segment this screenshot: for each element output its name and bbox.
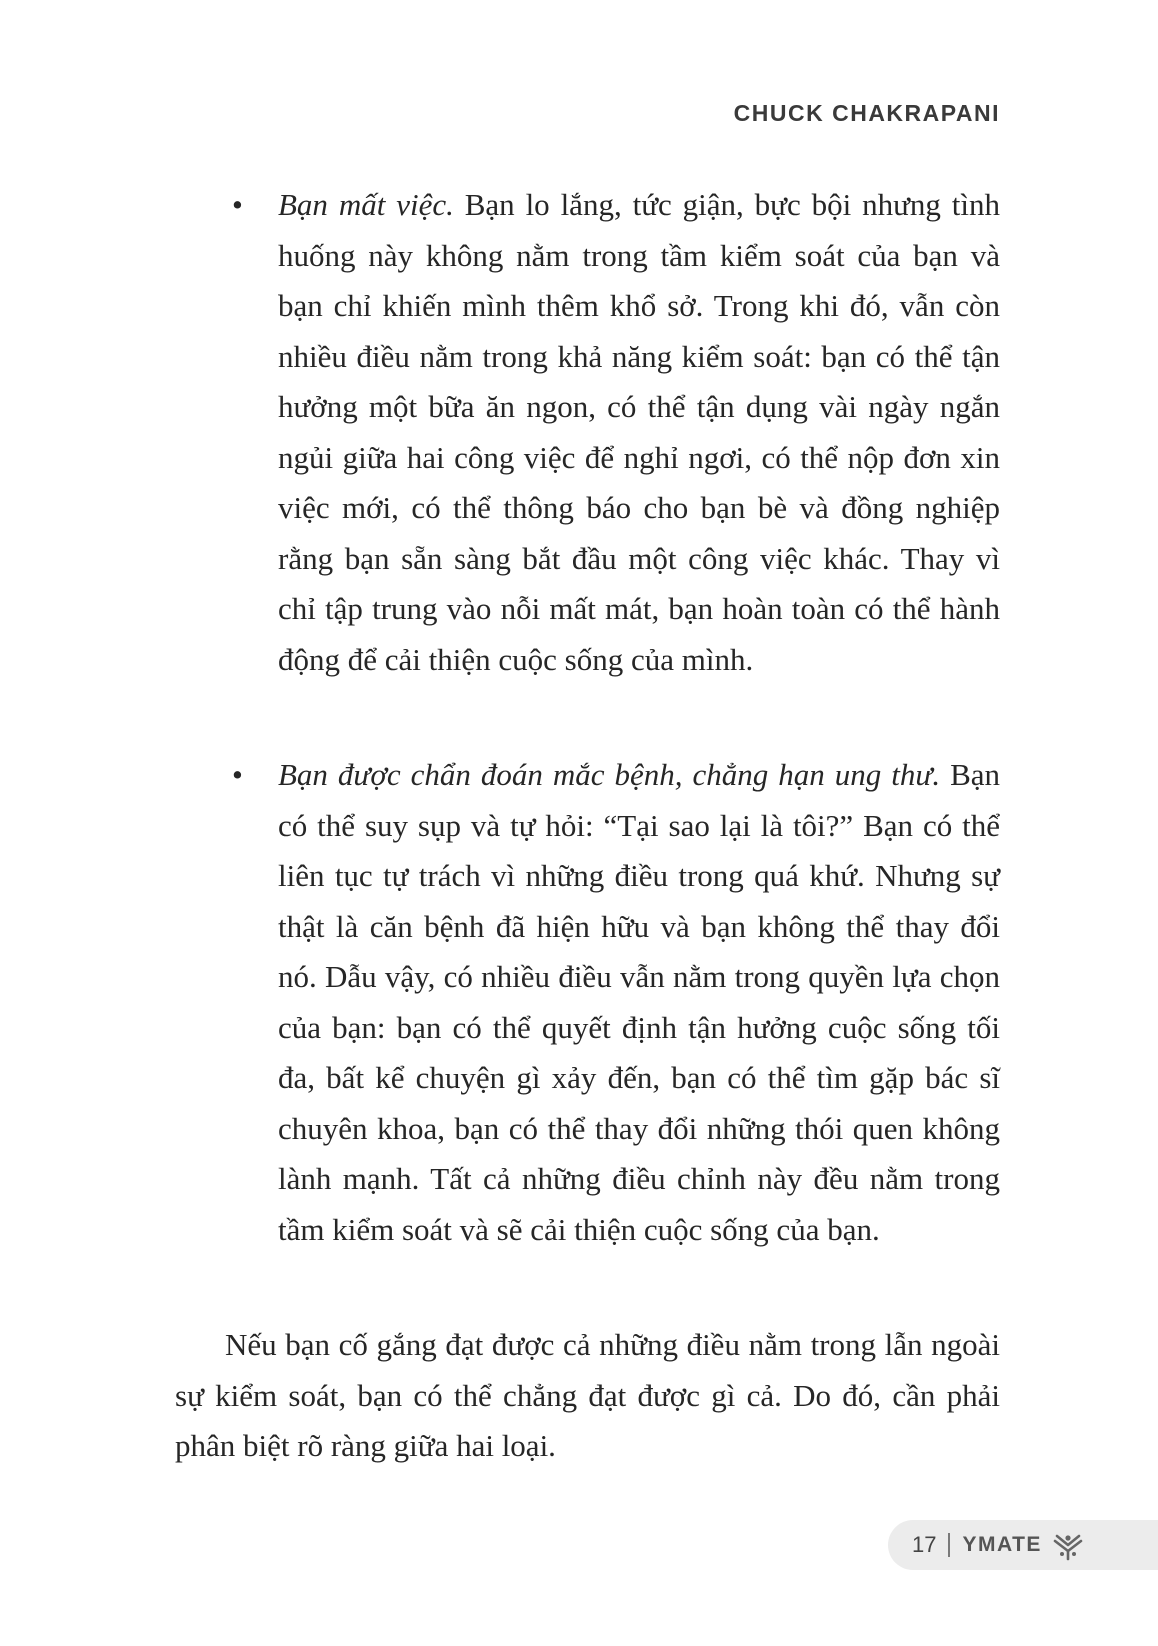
closing-paragraph: Nếu bạn cố gắng đạt được cả những điều nằm trong lẫn ngoài sự kiểm soát, bạn có thể chẳng đạt được gì cả. Do đó, cần phải phân biệt rõ ràng giữa hai loại. — [175, 1327, 1000, 1463]
bullet-lead-italic: Bạn mất việc. — [278, 187, 454, 222]
bullet-item-job-loss — [232, 180, 1001, 685]
publisher-brand-name: YMATE — [962, 1533, 1042, 1556]
bullet-marker: • — [232, 757, 243, 792]
bullet-body-text: Bạn lo lắng, tức giận, bực bội nhưng tình huống này không nằm trong tầm kiểm soát của bạn và bạn chỉ khiến mình thêm khổ sở. Trong khi đó, vẫn còn nhiều điều nằm trong khả năng kiểm soát: bạn có thể tận hưởng một bữa ăn ngon, có thể tận dụng vài ngày ngắn ngủi giữa hai công việc để nghỉ ngơi, có thể nộp đơn xin việc mới, có thể thông báo cho bạn bè và đồng nghiệp rằng bạn sẵn sàng bắt đầu một công việc khác. Thay vì chỉ tập trung vào nỗi mất mát, bạn hoàn toàn có thể hành động để cải thiện cuộc sống của mình. — [278, 187, 1001, 677]
page-number: 17 — [912, 1532, 937, 1557]
bullet-marker: • — [232, 187, 243, 222]
footer-page-tab — [888, 1520, 1158, 1570]
ymate-logo-icon — [1052, 1529, 1084, 1561]
footer-content — [912, 1520, 1084, 1570]
footer-divider — [948, 1533, 950, 1557]
bullet-body-text: Bạn có thể suy sụp và tự hỏi: “Tại sao lại là tôi?” Bạn có thể liên tục tự trách vì những điều trong quá khứ. Nhưng sự thật là căn bệnh đã hiện hữu và bạn không thể thay đổi nó. Dẫu vậy, có nhiều điều vẫn nằm trong quyền lựa chọn của bạn: bạn có thể quyết định tận hưởng cuộc sống tối đa, bất kể chuyện gì xảy đến, bạn có thể tìm gặp bác sĩ chuyên khoa, bạn có thể thay đổi những thói quen không lành mạnh. Tất cả những điều chỉnh này đều nằm trong tầm kiểm soát và sẽ cải thiện cuộc sống của bạn. — [278, 757, 1001, 1247]
running-header-author: CHUCK CHAKRAPANI — [733, 100, 1000, 126]
bullet-lead-italic: Bạn được chẩn đoán mắc bệnh, chẳng hạn ung thư. — [278, 757, 941, 792]
bullet-item-diagnosis — [232, 750, 1001, 1255]
